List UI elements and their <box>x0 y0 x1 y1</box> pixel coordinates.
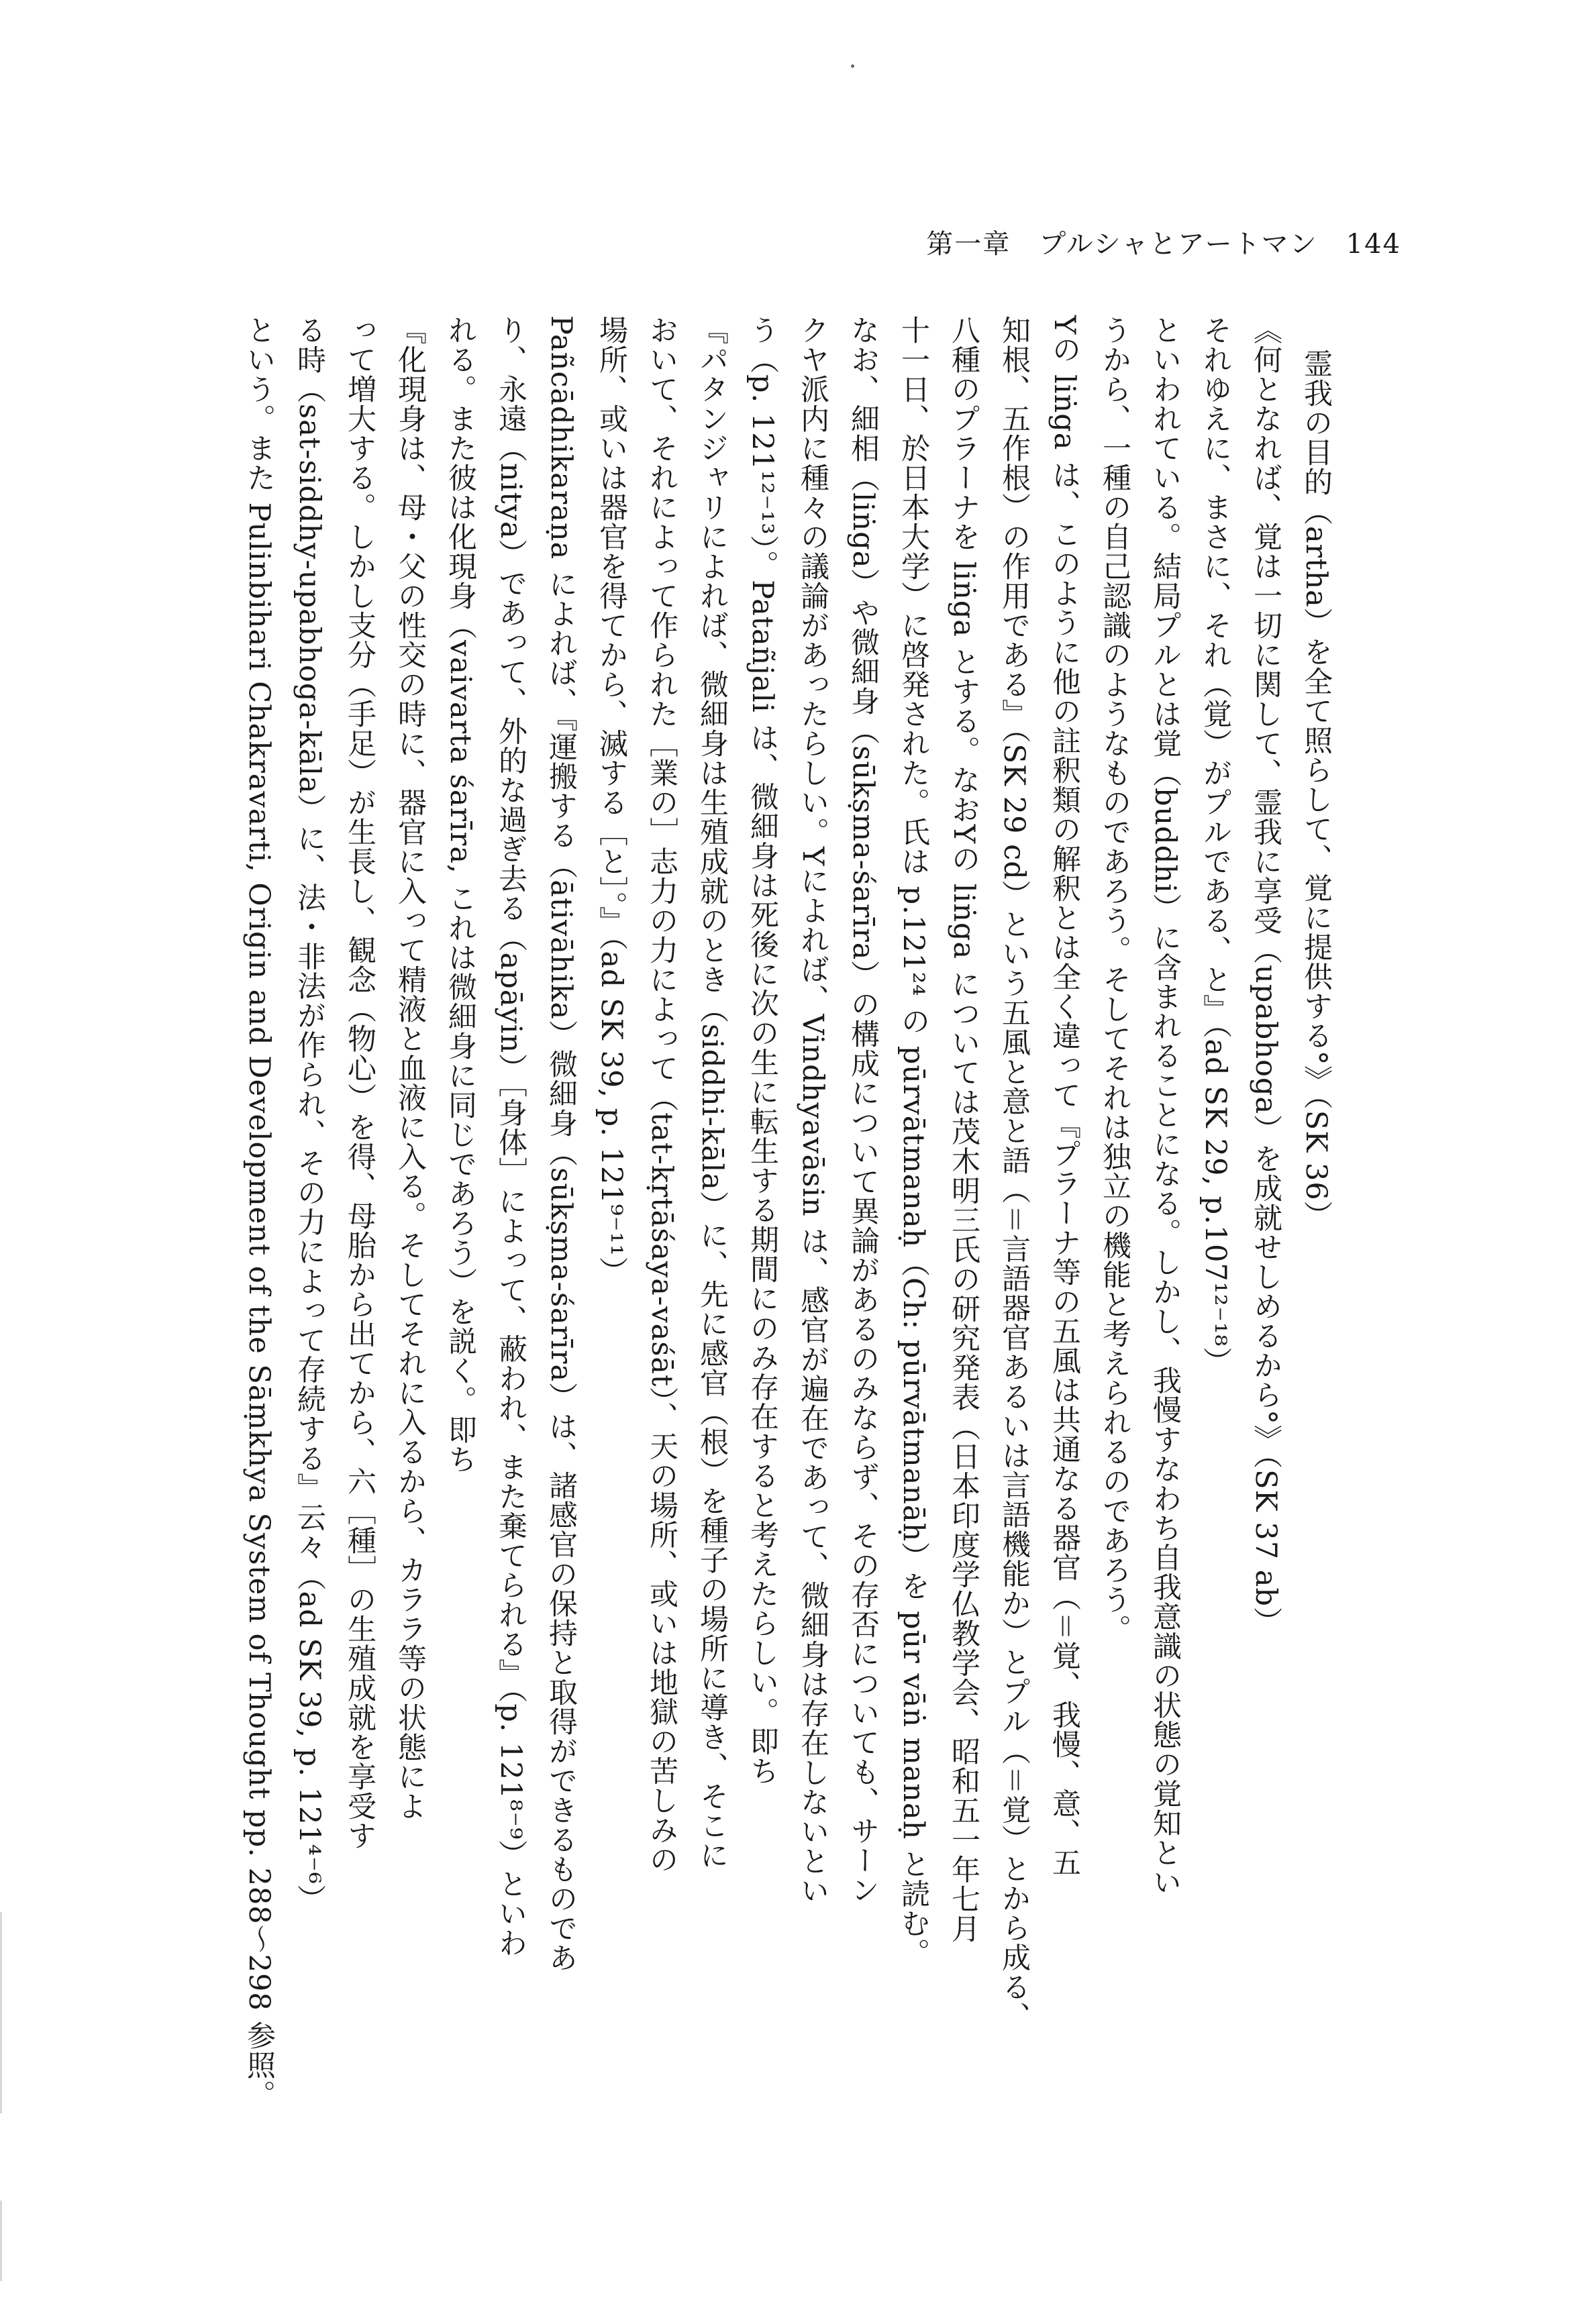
page-edge-mark <box>0 2201 2 2281</box>
text-line: クヤ派内に種々の議論があったらしい。Yによれば、Vindhyavāsin は、感官が遍在であって、微細身は存在しないとい <box>796 315 829 1906</box>
running-head: 第一章 プルシャとアートマン 144 <box>926 229 1401 260</box>
text-line: 『パタンジャリによれば、微細身は生殖成就のとき（siddhi-kāla）に、先に感官（根）を種子の場所に導き、そこに <box>695 315 729 1870</box>
text-line: 《何となれば、覚は一切に関して、霊我に享受（upabhoga）を成就せしめるから°》（SK 37 ab） <box>1249 315 1282 1636</box>
text-line: 『化現身は、母・父の性交の時に、器官に入って精液と血液に入る。そしてそれに入るから、カララ等の状態によ <box>393 315 427 1821</box>
page-edge-mark <box>0 1912 2 2113</box>
text-line: Yの liṅga は、このように他の註釈類の解釈とは全く違って『プラーナ等の五風は共通なる器官（＝覚、我慢、意、五 <box>1048 315 1081 1878</box>
text-line: おいて、それによって作られた［業の］志力の力によって（tat-kṛtāśaya-vaśāt）、天の場所、或いは地獄の苦しみの <box>645 315 678 1874</box>
text-line: って増大する。しかし支分（手足）が生長し、観念（物心）を得、母胎から出てから、六［種］の生殖成就を享受す <box>343 315 376 1850</box>
text-line: り、永遠（nitya）であって、外的な過ぎ去る（apāyin）［身体］によって、蔽われ、また棄てられる』（p. 121⁸⁻⁹）といわ <box>494 315 527 1958</box>
text-line: といわれている。結局プルとは覚（buddhi）に含まれることになる。しかし、我慢すなわち自我意識の状態の覚知とい <box>1148 315 1182 1897</box>
text-line: うから、一種の自己認識のようなものであろう。そしてそれは独立の機能と考えられるのであろう。 <box>1098 315 1131 1644</box>
text-line: Pañcādhikaraṇa によれば、『運搬する（ātivāhika）微細身（sūkṣma-śarīra）は、諸感官の保持と取得ができるものであ <box>544 315 578 1973</box>
ink-speck <box>851 64 854 68</box>
text-line: れる。また彼は化現身（vaivarta śarīra, これは微細身に同じであろう）を説く。即ち <box>444 315 477 1475</box>
text-line: 八種のプラーナを liṅga とする。なおYの liṅga については茂木明三氏の研究発表（日本印度学仏教学会、昭和五一年七月 <box>947 315 980 1944</box>
text-line: 十一日、於日本大学）に啓発された。氏は p.121²⁴ の pūrvātmanaḥ（Ch: pūrvātmanāḥ）を pūr vāṅ manaḥ と読む。 <box>897 315 930 1968</box>
text-line: う（p. 121¹²⁻¹³）。Patañjali は、微細身は死後に次の生に転生する期間にのみ存在すると考えたらしい。即ち <box>746 315 779 1786</box>
text-line: 場所、或いは器官を得てから、滅する［と］。』（ad SK 39, p. 121⁹⁻¹¹） <box>595 315 628 1286</box>
text-line: 知根、五作根）の作用である』（SK 29 cd）という五風と意と語（＝言語器官あるいは言語機能か）とプル（＝覚）とから成る、 <box>997 315 1031 2031</box>
text-line: る時（sat-siddhy-upabhoga-kāla）に、法・非法が作られ、その力によって存続する』云々（ad SK 39, p. 121⁴⁻⁶） <box>293 315 326 1914</box>
body-text <box>234 315 1341 2127</box>
text-line: という。また Pulinbihari Chakravarti, Origin and Development of the Sāṃkhya System of Thought pp. 288〜298 参照。 <box>242 315 276 2110</box>
text-line: なお、細相（liṅga）や微細身（sūkṣma-śarīra）の構成について異論があるのみならず、その存否についても、サーン <box>846 315 880 1905</box>
text-line: 霊我の目的（artha）を全て照らして、覚に提供する°》（SK 36） <box>1299 349 1333 1230</box>
text-line: それゆえに、まさに、それ（覚）がプルである、と』（ad SK 29, p.107¹²⁻¹⁸） <box>1199 315 1232 1377</box>
